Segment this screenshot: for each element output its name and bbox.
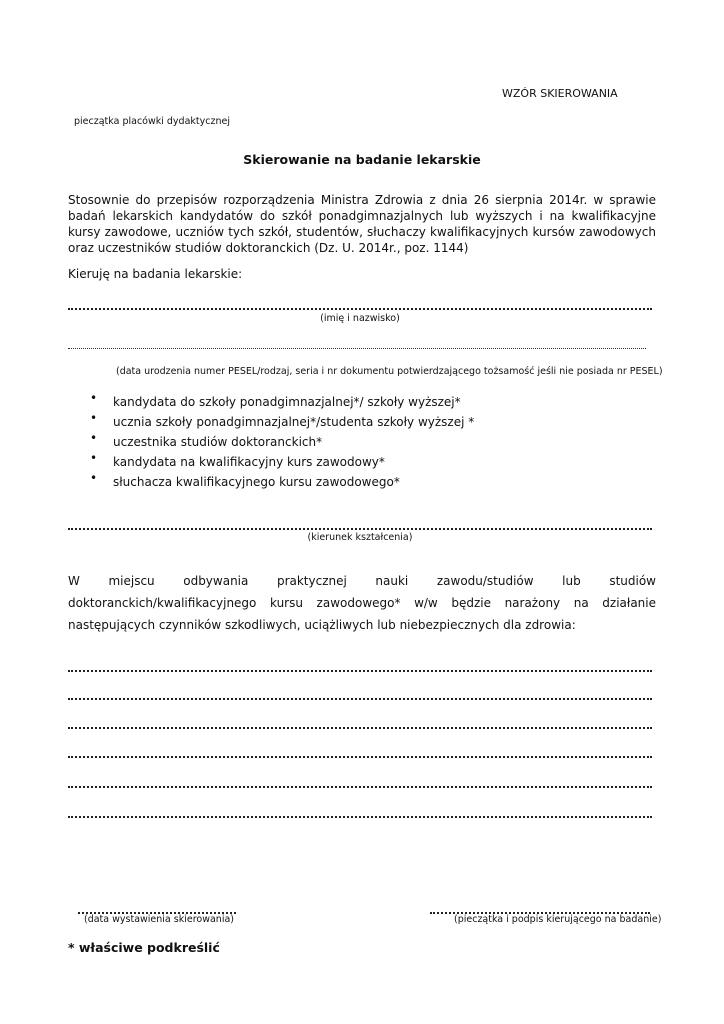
hazard-line[interactable]: [68, 776, 652, 788]
hazards-paragraph: W miejscu odbywania praktycznej nauki zawodu/studiów lub studiów doktoranckich/kwalifikacyjnego kursu zawodowego* w/w będzie narażony na działanie następujących czynników szkodliwych, uciążliwych lub niebezpiecznych dla zdrowia:: [68, 574, 656, 632]
referral-line: Kieruję na badania lekarskie:: [68, 267, 243, 281]
hazard-line[interactable]: [68, 806, 652, 818]
category-item[interactable]: • kandydata do szkoły ponadgimnazjalnej*/ szkoły wyższej*: [90, 392, 610, 412]
bullet: •: [90, 391, 98, 405]
category-item[interactable]: • uczestnika studiów doktoranckich*: [90, 432, 610, 452]
name-caption: (imię i nazwisko): [320, 313, 400, 324]
category-item[interactable]: • słuchacza kwalifikacyjnego kursu zawodowego*: [90, 472, 610, 492]
bullet: •: [90, 431, 98, 445]
date-field-line[interactable]: [78, 902, 236, 914]
category-list: [90, 392, 610, 492]
bullet: •: [90, 471, 98, 485]
signature-field-line[interactable]: [430, 902, 650, 914]
stamp-label: pieczątka placówki dydaktycznej: [74, 116, 230, 127]
footnote: * właściwe podkreślić: [68, 940, 220, 955]
name-field-line[interactable]: [68, 298, 652, 310]
hazard-line[interactable]: [68, 717, 652, 729]
document-title: Skierowanie na badanie lekarskie: [243, 152, 481, 167]
hazard-line[interactable]: [68, 688, 652, 700]
hazard-line[interactable]: [68, 660, 652, 672]
id-caption: (data urodzenia numer PESEL/rodzaj, seria i nr dokumentu potwierdzającego tożsamość jeśli nie posiada nr PESEL): [116, 366, 663, 377]
hazard-line[interactable]: [68, 746, 652, 758]
template-label: WZÓR SKIEROWANIA: [502, 87, 618, 100]
course-field-line[interactable]: [68, 518, 652, 530]
category-item[interactable]: • kandydata na kwalifikacyjny kurs zawodowy*: [90, 452, 610, 472]
bullet: •: [90, 411, 98, 425]
signature-caption: (pieczątka i podpis kierującego na badanie): [454, 914, 662, 925]
course-caption: (kierunek kształcenia): [307, 532, 413, 543]
id-field-line[interactable]: [68, 338, 646, 349]
category-item[interactable]: • ucznia szkoły ponadgimnazjalnej*/studenta szkoły wyższej *: [90, 412, 610, 432]
bullet: •: [90, 451, 98, 465]
intro-paragraph: Stosownie do przepisów rozporządzenia Ministra Zdrowia z dnia 26 sierpnia 2014r. w sprawie badań lekarskich kandydatów do szkół ponadgimnazjalnych lub wyższych i na kwalifikacyjne kursy zawodowe, uczniów tych szkół, studentów, słuchaczy kwalifikacyjnych kursów zawodowych oraz uczestników studiów doktoranckich (Dz. U. 2014r., poz. 1144): [68, 193, 656, 255]
date-caption: (data wystawienia skierowania): [84, 914, 234, 925]
